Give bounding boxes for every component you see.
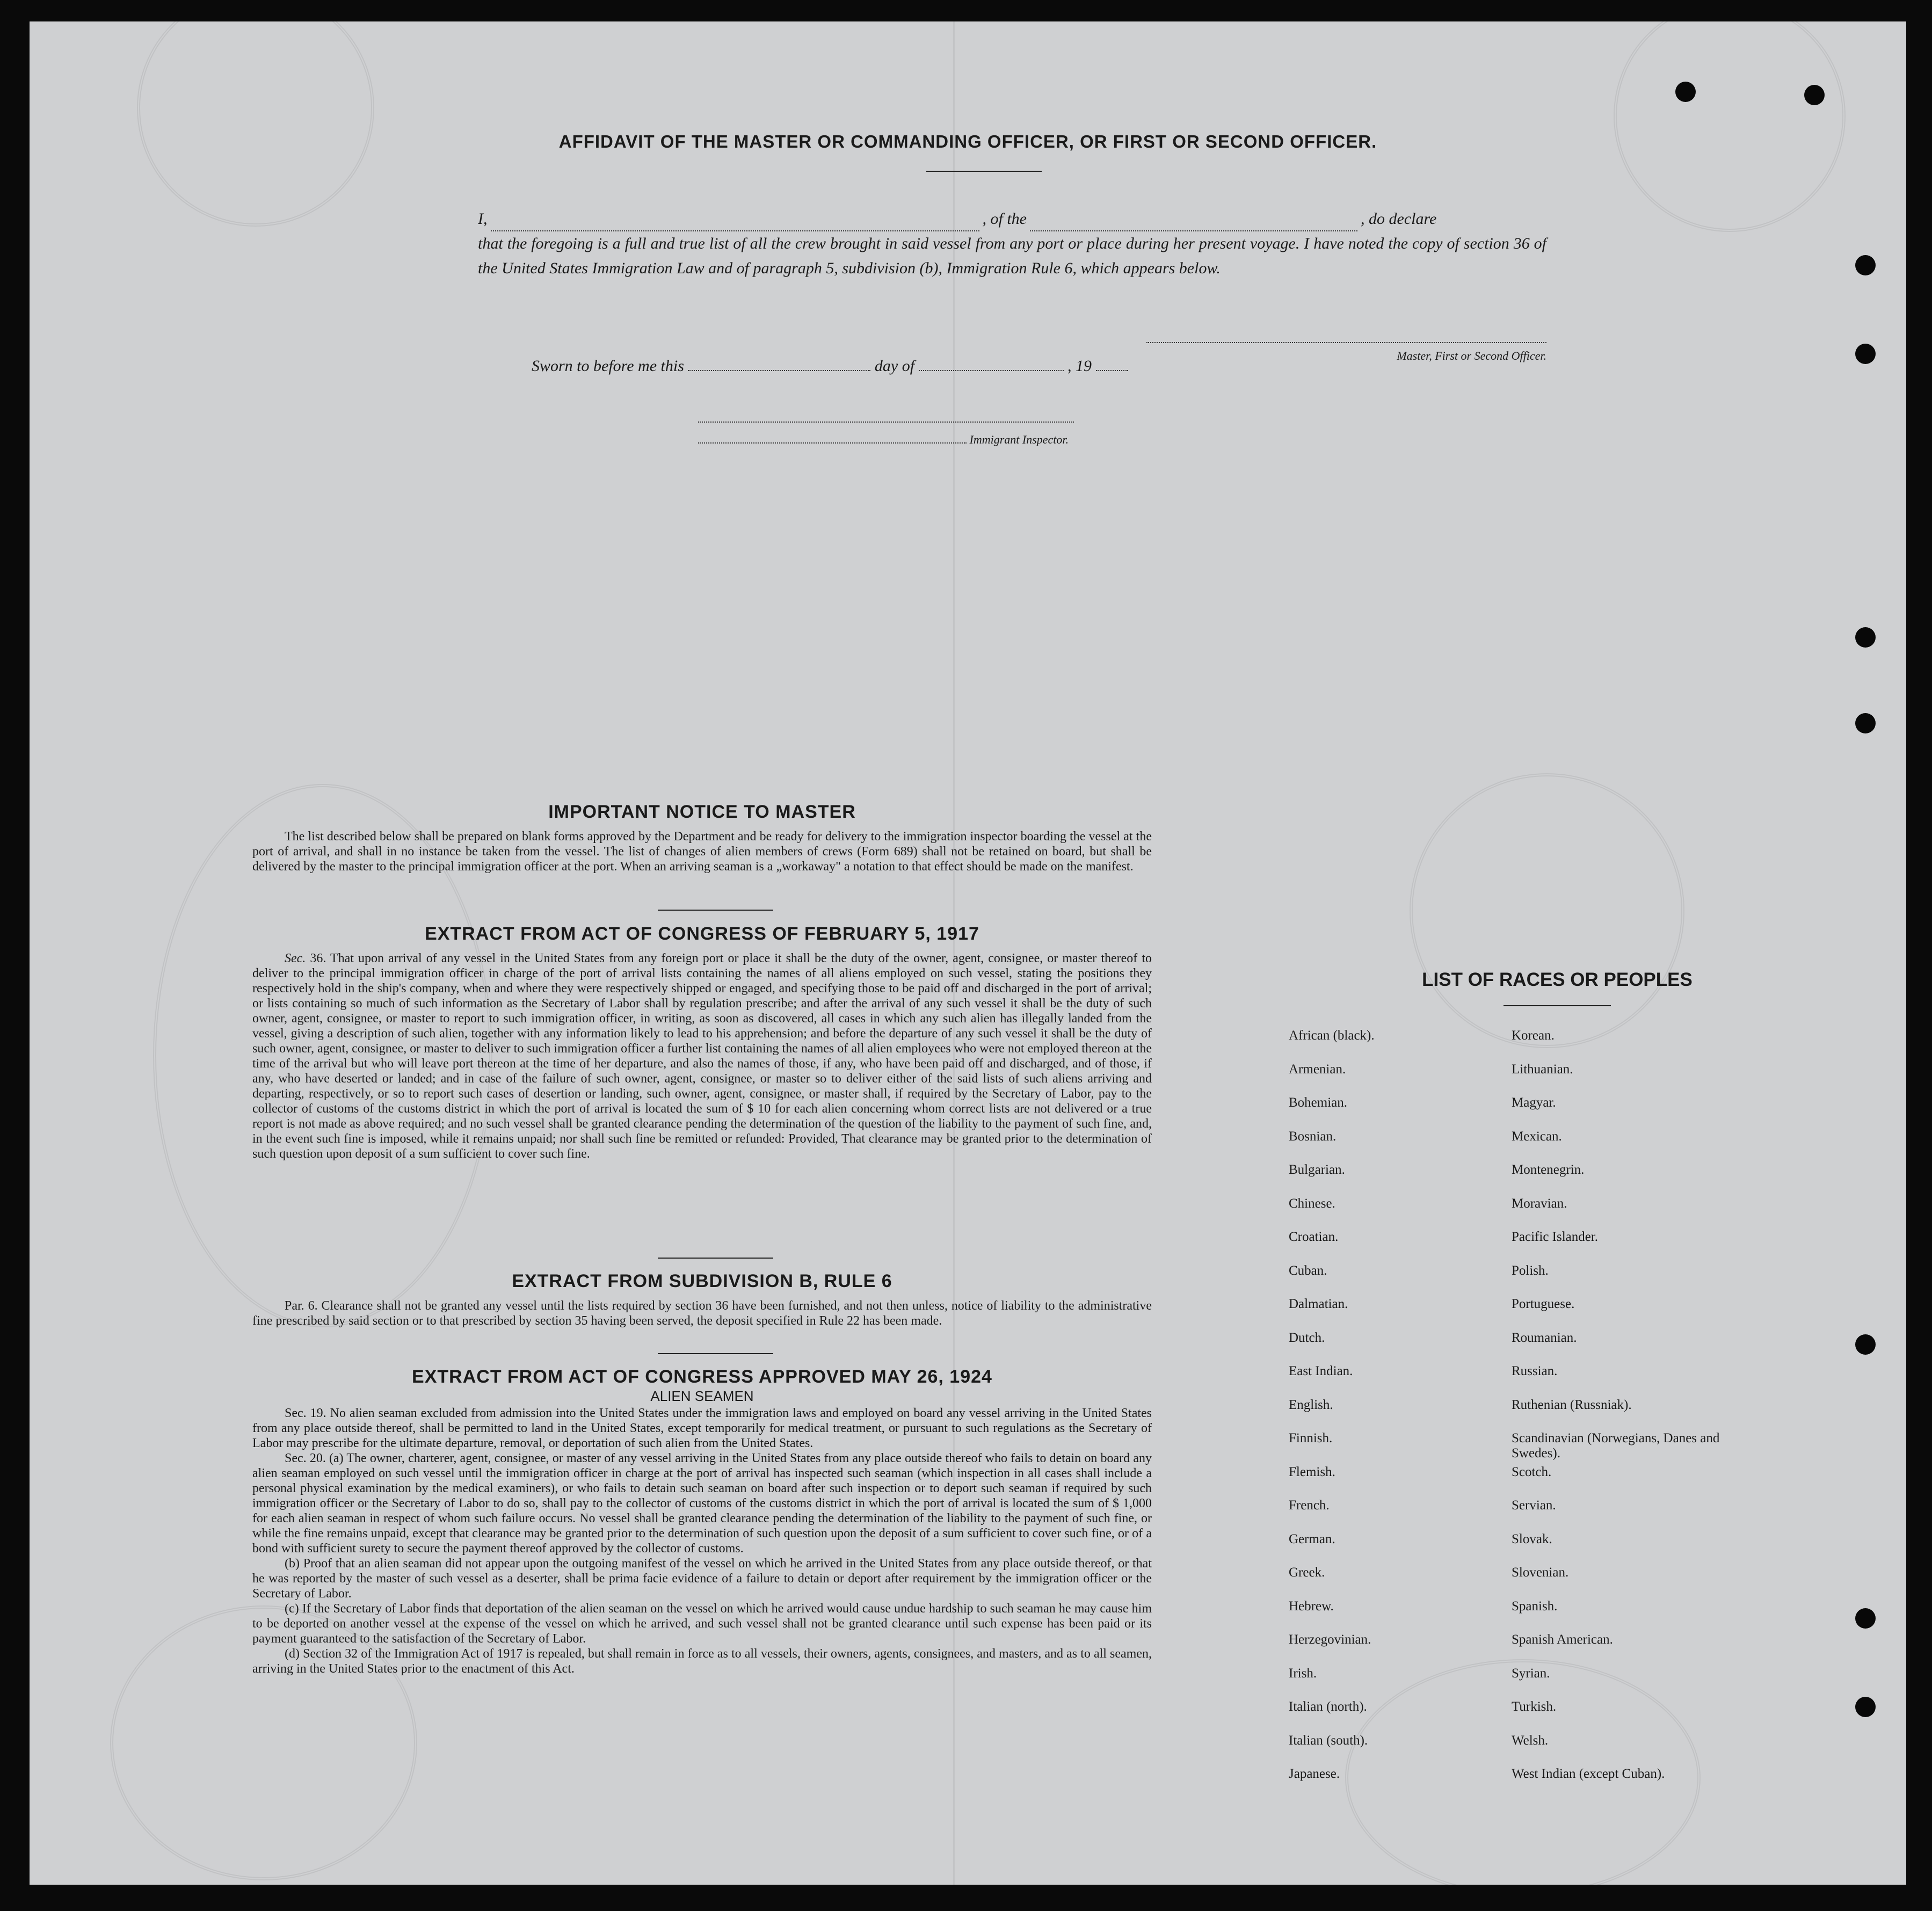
race-item: Bohemian. bbox=[1289, 1095, 1348, 1110]
notice-paragraph: The list described below shall be prepared on blank forms approved by the Department and be ready for delivery to the immigration inspector boarding the vessel at the port of arrival, and shall in no instance be taken from the vessel. The list of changes of alien members of crews (Form 689) shall not be retained on board, but shall be delivered by the master to the principal immigration officer at the port. When an arriving seaman is a „workaway" a notation to that effect should be made on the manifest. bbox=[252, 830, 1152, 874]
divider bbox=[658, 1258, 773, 1259]
punch-hole bbox=[1675, 82, 1696, 102]
act-1924-sec20c: (c) If the Secretary of Labor finds that deportation of the alien seaman on the vessel on which he arrived would cause undue hardship to such seaman he may cause him to be deported on another vessel at the expense of the vessel on which he arrived, and such vessel shall not be granted clearance until such expense has been paid or its payment guaranteed to the satisfaction of the Secretary of Labor. bbox=[252, 1602, 1152, 1646]
sworn-day-label: day of bbox=[874, 357, 915, 375]
race-item: Slovak. bbox=[1512, 1531, 1552, 1546]
declaration-of: , of the bbox=[982, 210, 1027, 228]
sworn-month-field[interactable] bbox=[919, 357, 1064, 371]
race-item: Hebrew. bbox=[1289, 1598, 1334, 1614]
declaration-prefix: I, bbox=[478, 210, 488, 228]
punch-hole bbox=[1855, 1334, 1876, 1355]
act-1917-text bbox=[252, 951, 1152, 1161]
bleed-through-stamp bbox=[1614, 21, 1846, 232]
races-title: LIST OF RACES OR PEOPLES bbox=[1422, 969, 1693, 990]
act-1917-title: EXTRACT FROM ACT OF CONGRESS OF FEBRUARY 5, 1917 bbox=[425, 924, 979, 944]
punch-hole bbox=[1855, 1608, 1876, 1629]
punch-hole bbox=[1804, 85, 1825, 105]
race-item: Magyar. bbox=[1512, 1095, 1556, 1110]
race-item: German. bbox=[1289, 1531, 1335, 1546]
race-item: Armenian. bbox=[1289, 1062, 1346, 1077]
act-1917-paragraph bbox=[252, 951, 1152, 1161]
rule-6-paragraph: Par. 6. Clearance shall not be granted any vessel until the lists required by section 36 have been furnished, and not then unless, notice of liability to the administrative fine prescribed by said section or to that prescribed by section 35 having been served, the deposit specified in Rule 22 has been made. bbox=[252, 1299, 1152, 1328]
declaration-line bbox=[478, 207, 1546, 231]
act-1917-body: 36. That upon arrival of any vessel in the United States from any foreign port or place it shall be the duty of the owner, agent, consignee, or master thereof to deliver to the principal immigration officer in charge of the port of arrival lists containing the names of all aliens employed on such vessel, stating the positions they respectively hold in the ship's company, when and where they were respectively shipped or engaged, and specifying those to be paid off and discharged in the port of arrival; or lists containing so much of such information as the Secretary of Labor shall by regulation prescribe; and after the arrival of any such vessel it shall be the duty of such owner, agent, consignee, or master to report to such immigration officer, in writing, as soon as discovered, all cases in which any such alien has illegally landed from the vessel, giving a description of such alien, together with any information likely to lead to his apprehension; and before the departure of any such vessel it shall be the duty of such owner, agent, consignee, or master to deliver to such immigration officer a further list containing the names of all alien employees who were not employed thereon at the time of the arrival but who will leave port thereon at the time of her departure, and also the names of those, if any, who have been paid off and discharged, and of those, if any, who have deserted or landed; and in case of the failure of such owner, agent, consignee, or master so to deliver either of the said lists of such aliens arriving and departing, respectively, or so to report such cases of desertion or landing, such owner, agent, consignee, or master shall, if required by the Secretary of Labor, pay to the collector of customs of the customs district in which the port of arrival is located the sum of $ 10 for each alien concerning whom correct lists are not delivered or a true report is not made as above required; and no such vessel shall be granted clearance pending the determination of the question of the liability to the payment of such fine, and, in the event such fine is imposed, while it remains unpaid; nor shall such fine be remitted or refunded: Provided, That clearance may be granted prior to the determination of such question upon deposit of a sum sufficient to cover such fine. bbox=[252, 951, 1152, 1161]
bleed-through-stamp bbox=[137, 21, 374, 227]
race-item: Italian (south). bbox=[1289, 1733, 1368, 1748]
race-item: Cuban. bbox=[1289, 1263, 1327, 1278]
race-item: Roumanian. bbox=[1512, 1330, 1577, 1345]
race-item: Irish. bbox=[1289, 1666, 1317, 1681]
race-item: Croatian. bbox=[1289, 1230, 1339, 1244]
punch-hole bbox=[1855, 344, 1876, 364]
act-1924-subtitle: ALIEN SEAMEN bbox=[650, 1388, 754, 1404]
race-item: Spanish. bbox=[1512, 1598, 1558, 1614]
punch-hole bbox=[1855, 1697, 1876, 1717]
act-1924-sec20a: Sec. 20. (a) The owner, charterer, agent, consignee, or master of any vessel arriving in the United States from any place outside thereof who fails to detain on board any alien seaman employed on such vessel until the immigration officer in charge at the port of arrival has inspected such seaman (which inspection in all cases shall include a personal physical examination by the medical examiners), or who fails to detain such seaman on board after such inspection or to deport such seaman if required by such immigration officer or the Secretary of Labor to do so, shall pay to the collector of customs of the customs district in which the port of arrival is located the sum of $ 1,000 for each alien seaman in respect of whom such failure occurs. No vessel shall be granted clearance pending the determination of the liability to the payment of such fine, or while the fine remains unpaid, except that clearance may be granted prior to the determination of such question upon the deposit of a sum sufficient to cover such fine, or of a bond with sufficient surety to secure the payment thereof approved by the collector of customs. bbox=[252, 1451, 1152, 1556]
race-item: Lithuanian. bbox=[1512, 1062, 1573, 1077]
inspector-signature-line[interactable] bbox=[698, 422, 1074, 423]
race-item: Italian (north). bbox=[1289, 1699, 1367, 1714]
affidavit-declaration bbox=[478, 207, 1546, 281]
declaration-body: that the foregoing is a full and true list of all the crew brought in said vessel from any port or place during her present voyage. I have noted the copy of section 36 of the United States Immigration Law and of paragraph 5, subdivision (b), Immigration Rule 6, which appears below. bbox=[478, 235, 1546, 277]
signature-label: Master, First or Second Officer. bbox=[1397, 349, 1546, 362]
divider bbox=[1504, 1005, 1611, 1006]
divider bbox=[658, 1353, 773, 1354]
race-item: Turkish. bbox=[1512, 1699, 1557, 1714]
race-item: Herzegovinian. bbox=[1289, 1632, 1371, 1647]
sec-label: Sec. bbox=[285, 951, 306, 965]
sworn-prefix: Sworn to before me this bbox=[532, 357, 684, 375]
affidavit-title: AFFIDAVIT OF THE MASTER OR COMMANDING OFFICER, OR FIRST OR SECOND OFFICER. bbox=[558, 132, 1377, 151]
act-1924-sec20b: (b) Proof that an alien seaman did not appear upon the outgoing manifest of the vessel on which he arrived in the United States from any place outside thereof, or that he was reported by the master of such vessel as a deserter, shall be prima facie evidence of a failure to detain or deport after requirement by the immigration officer or the Secretary of Labor. bbox=[252, 1557, 1152, 1601]
race-item: Moravian. bbox=[1512, 1196, 1567, 1211]
race-item: French. bbox=[1289, 1498, 1330, 1513]
race-item: Ruthenian (Russniak). bbox=[1512, 1397, 1632, 1412]
race-item: Finnish. bbox=[1289, 1431, 1333, 1445]
race-item: Dalmatian. bbox=[1289, 1297, 1348, 1311]
declaration-suffix: , do declare bbox=[1361, 210, 1437, 228]
race-item: Mexican. bbox=[1512, 1129, 1562, 1144]
signature-line[interactable] bbox=[1146, 342, 1546, 343]
race-item: Japanese. bbox=[1289, 1767, 1340, 1781]
act-1924-sec20d: (d) Section 32 of the Immigration Act of 1917 is repealed, but shall remain in force as to all vessels, their owners, agents, consignees, and masters, and as to all seamen, arriving in the United States prior to the enactment of this Act. bbox=[252, 1647, 1152, 1676]
punch-hole bbox=[1855, 627, 1876, 648]
sworn-year-label: , 19 bbox=[1067, 357, 1092, 375]
race-item: Scandinavian (Norwegians, Danes and Swedes). bbox=[1512, 1431, 1720, 1461]
document-page bbox=[30, 21, 1906, 1885]
rule-6-title: EXTRACT FROM SUBDIVISION B, RULE 6 bbox=[512, 1271, 892, 1291]
race-item: Portuguese. bbox=[1512, 1297, 1575, 1311]
race-item: West Indian (except Cuban). bbox=[1512, 1767, 1665, 1781]
act-1924-text bbox=[252, 1406, 1152, 1676]
act-1924-title: EXTRACT FROM ACT OF CONGRESS APPROVED MAY 26, 1924 bbox=[412, 1367, 992, 1387]
bleed-through-stamp bbox=[1410, 773, 1684, 1048]
race-item: Russian. bbox=[1512, 1364, 1558, 1378]
race-item: East Indian. bbox=[1289, 1364, 1353, 1378]
act-1924-sec19: Sec. 19. No alien seaman excluded from admission into the United States under the immigration laws and employed on board any vessel arriving in the United States from any place outside thereof, shall be permitted to land in the United States, except temporarily for medical treatment, or pursuant to such regulations as the Secretary of Labor may prescribe for the ultimate departure, removal, or deportation of such alien from the United States. bbox=[252, 1406, 1152, 1450]
race-item: Polish. bbox=[1512, 1263, 1549, 1278]
race-item: Servian. bbox=[1512, 1498, 1556, 1513]
race-item: Pacific Islander. bbox=[1512, 1230, 1599, 1244]
punch-hole bbox=[1855, 713, 1876, 733]
inspector-label-wrap bbox=[698, 430, 1074, 447]
inspector-label: Immigrant Inspector. bbox=[969, 433, 1069, 446]
race-item: Bulgarian. bbox=[1289, 1162, 1345, 1177]
race-item: Montenegrin. bbox=[1512, 1162, 1585, 1177]
officer-name-field[interactable] bbox=[491, 217, 979, 231]
punch-hole bbox=[1855, 255, 1876, 275]
divider bbox=[658, 910, 773, 911]
race-item: Greek. bbox=[1289, 1565, 1325, 1580]
race-item: Dutch. bbox=[1289, 1330, 1325, 1345]
divider bbox=[926, 171, 1042, 172]
inspector-dots bbox=[698, 430, 967, 444]
race-item: Welsh. bbox=[1512, 1733, 1549, 1748]
race-item: Bosnian. bbox=[1289, 1129, 1337, 1144]
race-item: Flemish. bbox=[1289, 1464, 1335, 1479]
race-item: Slovenian. bbox=[1512, 1565, 1569, 1580]
vessel-name-field[interactable] bbox=[1030, 217, 1357, 231]
race-item: African (black). bbox=[1289, 1028, 1375, 1043]
race-item: English. bbox=[1289, 1397, 1333, 1412]
notice-text bbox=[252, 829, 1152, 874]
notice-title: IMPORTANT NOTICE TO MASTER bbox=[548, 802, 856, 822]
race-item: Scotch. bbox=[1512, 1464, 1552, 1479]
race-item: Korean. bbox=[1512, 1028, 1555, 1043]
race-item: Syrian. bbox=[1512, 1666, 1550, 1681]
sworn-date-field[interactable] bbox=[688, 357, 870, 371]
rule-6-text bbox=[252, 1298, 1152, 1328]
race-item: Spanish American. bbox=[1512, 1632, 1613, 1647]
race-item: Chinese. bbox=[1289, 1196, 1335, 1211]
sworn-year-field[interactable] bbox=[1096, 357, 1128, 371]
sworn-line bbox=[532, 357, 1128, 375]
